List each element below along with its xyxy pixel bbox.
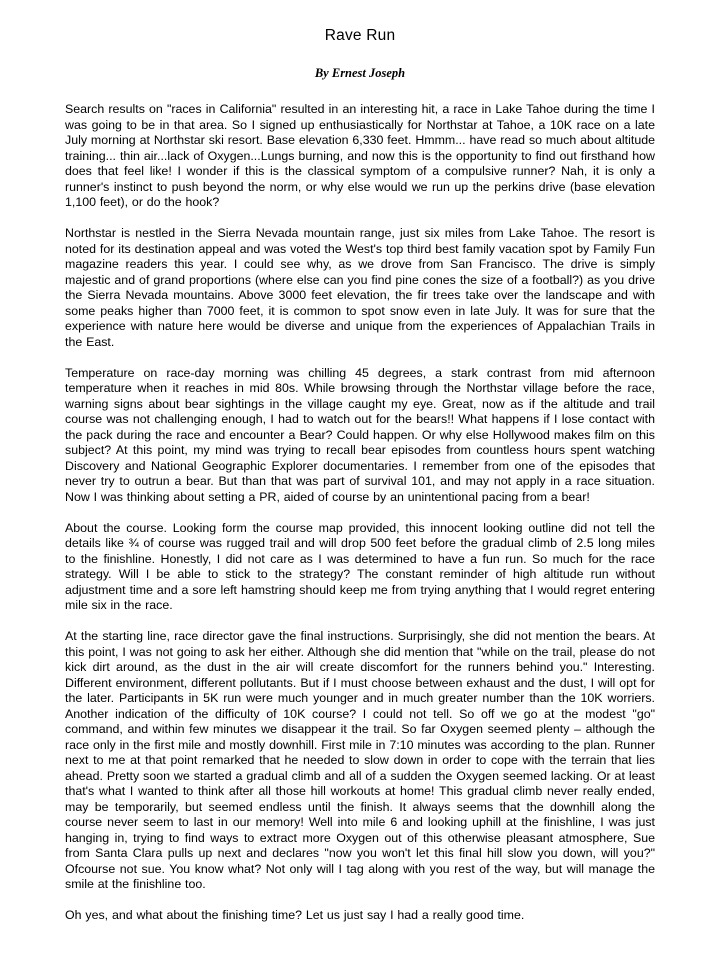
paragraph-intro-signup: Search results on "races in California" resulted in an interesting hit, a race in Lake Tahoe during the time I was going to be in that area. So I signed up enthusiastically for Northstar at Tahoe, a 10K race on a late July morning at Northstar ski resort. Base elevation 6,330 feet. Hmmm... have read so much about altitude training... thin air...lack of Oxygen...Lungs burning, and now this is the opportunity to find out firsthand how does that feel like! I wonder if this is the classical symptom of a compulsive runner? Nah, it is only a runner's instinct to push beyond the norm, or why else would we run up the perkins drive (base elevation 1,100 feet), or do the hook? bbox=[65, 102, 655, 209]
document-byline: By Ernest Joseph bbox=[314, 66, 406, 80]
paragraph-finishing-time: Oh yes, and what about the finishing time? Let us just say I had a really good time. bbox=[65, 908, 525, 922]
document-title: Rave Run bbox=[324, 27, 396, 44]
document-body bbox=[65, 102, 655, 924]
paragraph-about-the-course: About the course. Looking form the course map provided, this innocent looking outline did not tell the details like ¾ of course was rugged trail and will drop 500 feet before the gradual climb of 2.5 long miles to the finishline. Honestly, I did not care as I was determined to have a fun run. So much for the race strategy. Will I be able to stick to the strategy? The constant reminder of high altitude run without adjustment time and a sore left hamstring should keep me from trying anything that I would regret entering mile six in the race. bbox=[65, 520, 655, 612]
paragraph-northstar-description: Northstar is nestled in the Sierra Nevada mountain range, just six miles from Lake Tahoe. The resort is noted for its destination appeal and was voted the West's top third best family vacation spot by Family Fun magazine readers this year. I could see why, as we drove from San Francisco. The drive is simply majestic and of grand proportions (where else can you find pine cones the size of a football?) as you drive the Sierra Nevada mountains. Above 3000 feet elevation, the fir trees take over the landscape and with some peaks higher than 7000 feet, it is common to spot snow even in late July. It was for sure that the experience with nature here would be diverse and unique from the experiences of Appalachian Trails in the East. bbox=[65, 226, 655, 349]
paragraph-race-day-bears: Temperature on race-day morning was chilling 45 degrees, a stark contrast from mid afternoon temperature when it reaches in mid 80s. While browsing through the Northstar village before the race, warning signs about bear sightings in the village caught my eye. Great, now as if the altitude and trail course was not challenging enough, I had to watch out for the bears!! What happens if I lose contact with the pack during the race and encounter a Bear? Could happen. Or why else Hollywood makes film on this subject? At this point, my mind was trying to recall bear episodes from countless hours spent watching Discovery and National Geographic Explorer documentaries. I remember from one of the episodes that never try to outrun a bear. But than that was part of survival 101, and may not apply in a race situation. Now I was thinking about setting a PR, aided of course by an unintentional pacing from a bear! bbox=[65, 365, 655, 504]
paragraph-starting-line-race: At the starting line, race director gave the final instructions. Surprisingly, she did not mention the bears. At this point, I was not going to ask her either. Although she did mention that "while on the trail, please do not kick dirt around, as the dust in the air will create discomfort for the runners behind you." Interesting. Different environment, different pollutants. But if I must choose between exhaust and the dust, I will opt for the later. Participants in 5K run were much younger and in much greater number than the 10K worriers. Another indication of the difficulty of 10K course? I could not tell. So off we go at the modest "go" command, and within few minutes we disappear it the trail. So far Oxygen seemed plenty – although the race only in the first mile and mostly downhill. First mile in 7:10 minutes was according to the plan. Runner next to me at that point remarked that he needed to slow down in order to cope with the terrain that lies ahead. Pretty soon we started a gradual climb and all of a sudden the Oxygen seemed lacking. Or at least that's what I wanted to think after all those hill workouts at home! This gradual climb never really ended, may be temporarily, but seemed endless until the finish. It always seems that the downhill along the course never seem to last in our memory! Well into mile 6 and looking uphill at the finishline, I was just hanging in, trying to find ways to extract more Oxygen out of this otherwise pleasant atmosphere, Sue from Santa Clara pulls up next and declares "now you won't let this final hill slow you down, will you?" Ofcourse not sue. You know what? Not only will I tag along with you rest of the way, but will manage the smile at the finishline too. bbox=[65, 629, 655, 891]
